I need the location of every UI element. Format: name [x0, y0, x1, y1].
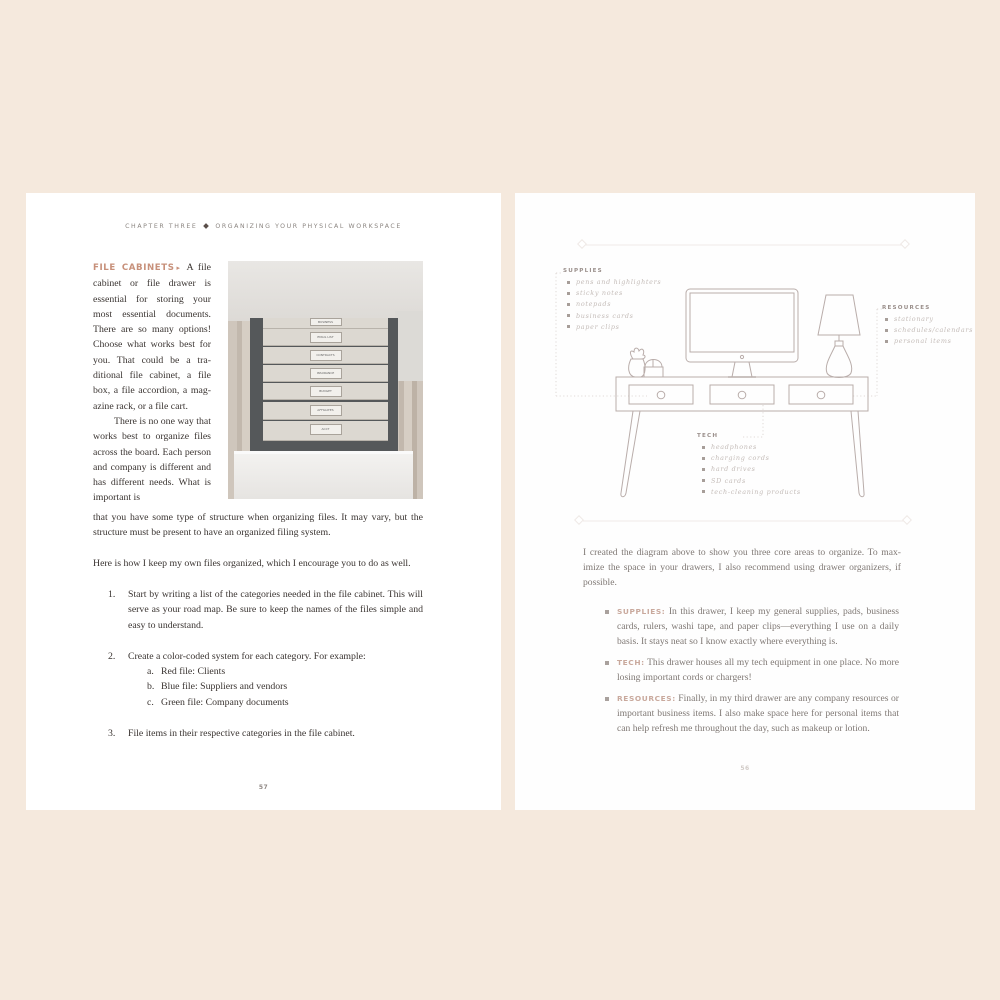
list-text: Create a color-coded system for each category. For example: [128, 650, 366, 662]
bullet-supplies [605, 604, 899, 649]
sub-list-letter: a. [147, 666, 154, 678]
file-box [263, 365, 388, 382]
file-box [263, 402, 388, 420]
cabinet-side [395, 311, 423, 381]
bullet-icon [885, 318, 888, 321]
list-item [885, 336, 973, 347]
tech-label: TECH [697, 433, 719, 439]
bullet-text: This drawer houses all my tech equipment in one place. No more losing important cords or chargers! [617, 657, 899, 683]
list-text: File items in their respective categories in the file cabinet. [128, 728, 355, 740]
bullet-text: Finally, in my third drawer are any company resources or important business items. I also make space here for personal items that can help refresh me throughout the day, such as makeup or lotion. [617, 693, 899, 734]
item-text: tech-cleaning products [711, 487, 801, 496]
list-item [702, 487, 801, 498]
file-label: CONTRACTS [310, 350, 342, 361]
list-item [108, 649, 423, 664]
section-heading: FILE CABINETS [93, 263, 175, 273]
sub-list-text: Green file: Company documents [161, 696, 289, 708]
bullet-icon [702, 457, 705, 460]
supplies-label: SUPPLIES [563, 268, 603, 274]
second-paragraph-wrapped: There is no one way that works best to organize files across the board. Each person and company is different and has different needs. What is important is [93, 415, 211, 504]
list-item [885, 325, 973, 336]
bullet-square-icon [605, 610, 609, 614]
item-text: sticky notes [576, 289, 623, 298]
bullet-icon [702, 490, 705, 493]
item-text: headphones [711, 443, 758, 451]
second-paragraph-full: that you have some type of structure when organizing files. It may vary, but the structure must be present to have an organized filing system. [93, 512, 423, 539]
sub-list-letter: c. [147, 696, 154, 708]
bullet-icon [702, 479, 705, 482]
cabinet-top [228, 261, 423, 321]
tech-list [702, 442, 801, 498]
running-head [26, 223, 501, 230]
bullet-icon [885, 340, 888, 343]
file-label: AFFILIATES [310, 405, 342, 416]
bullet-icon [702, 468, 705, 471]
file-box [263, 347, 388, 364]
lead-in-paragraph: Here is how I keep my own files organized, which I encourage you to do as well. [93, 558, 411, 569]
resources-list [885, 314, 973, 348]
bullet-text: In this drawer, I keep my general supplies, pads, business cards, rulers, washi tape, and paper clips—everything I use on a daily basis. It stays neat so I know exactly where everything is. [617, 606, 899, 647]
file-box [263, 421, 388, 441]
bullet-icon [702, 446, 705, 449]
bullet-keyword: RESOURCES: [617, 694, 676, 703]
intro-paragraph: A file cabinet or file drawer is essential for storing your most essential documents. There are so many options! Choose what works best for you. That could be a traditional file cabinet, a file box, a file accordion, a magazine rack, or a file cart. [93, 262, 211, 412]
bullet-tech [605, 655, 899, 685]
bullet-icon [567, 314, 570, 317]
list-item [567, 288, 661, 299]
item-text: schedules/calendars [894, 326, 974, 335]
bullet-icon [567, 292, 570, 295]
bullet-square-icon [605, 697, 609, 701]
bullet-icon [567, 281, 570, 284]
list-item [567, 277, 661, 288]
page-number: 56 [740, 765, 750, 772]
item-text: hard drives [711, 465, 756, 474]
list-item [108, 587, 423, 633]
bullet-icon [885, 329, 888, 332]
file-box [263, 383, 388, 400]
item-text: stationary [894, 315, 934, 323]
bullet-icon [567, 325, 570, 328]
list-item [702, 453, 801, 464]
supplies-list [567, 277, 661, 333]
bullet-keyword: SUPPLIES: [617, 607, 666, 616]
resources-label: RESOURCES [882, 305, 931, 311]
file-label: BUDGET [310, 386, 342, 397]
file-box [263, 318, 388, 329]
item-text: SD cards [711, 476, 746, 485]
sub-list-item [147, 695, 423, 710]
file-box [263, 329, 388, 346]
left-page [26, 193, 501, 810]
diamond-bullet-icon [204, 223, 210, 229]
item-text: business cards [576, 311, 634, 320]
numbered-list [108, 587, 423, 741]
bullet-icon [567, 303, 570, 306]
intro-block [93, 260, 211, 506]
diagram-paragraph: I created the diagram above to show you three core areas to organize. To maximize the space in your drawers, I also recommend using drawer organizers, if possible. [583, 547, 901, 588]
list-item [702, 476, 801, 487]
item-text: personal items [894, 337, 952, 346]
file-label: ACCT [310, 424, 342, 435]
item-text: paper clips [576, 322, 620, 331]
file-label: BUSINESS [310, 318, 342, 326]
drawer-bullet-list [605, 604, 899, 742]
right-page [515, 193, 975, 810]
list-number: 1. [108, 589, 116, 600]
bullet-keyword: TECH: [617, 658, 645, 667]
sub-list-item [147, 664, 423, 679]
item-text: pens and highlighters [576, 278, 662, 286]
list-item [885, 314, 973, 325]
arrow-right-icon: ▸ [176, 264, 181, 272]
item-text: charging cords [711, 454, 770, 463]
list-text: Start by writing a list of the categories needed in the file cabinet. This will serve as your road map. Be sure to keep the names of the files simple and easy to understand. [128, 589, 423, 631]
list-item [567, 311, 661, 322]
file-drawer-photo [228, 261, 423, 499]
chapter-label: CHAPTER THREE [125, 223, 198, 230]
sub-list-text: Blue file: Suppliers and vendors [161, 681, 288, 693]
drawer-front [234, 451, 413, 499]
bullet-square-icon [605, 661, 609, 665]
item-text: notepads [576, 300, 612, 309]
list-item [567, 299, 661, 310]
list-item [702, 442, 801, 453]
sub-list-item [147, 679, 423, 694]
list-item [567, 322, 661, 333]
file-label: INSURANCE [310, 368, 342, 379]
bullet-resources [605, 691, 899, 736]
list-number: 3. [108, 728, 116, 740]
file-label: EMAIL LIST [310, 332, 342, 343]
sub-list-text: Red file: Clients [161, 666, 226, 678]
list-item [702, 464, 801, 475]
list-item [108, 726, 423, 741]
chapter-title: ORGANIZING YOUR PHYSICAL WORKSPACE [215, 223, 402, 230]
page-number: 57 [258, 784, 269, 791]
sub-list-letter: b. [147, 681, 155, 693]
list-number: 2. [108, 650, 116, 662]
